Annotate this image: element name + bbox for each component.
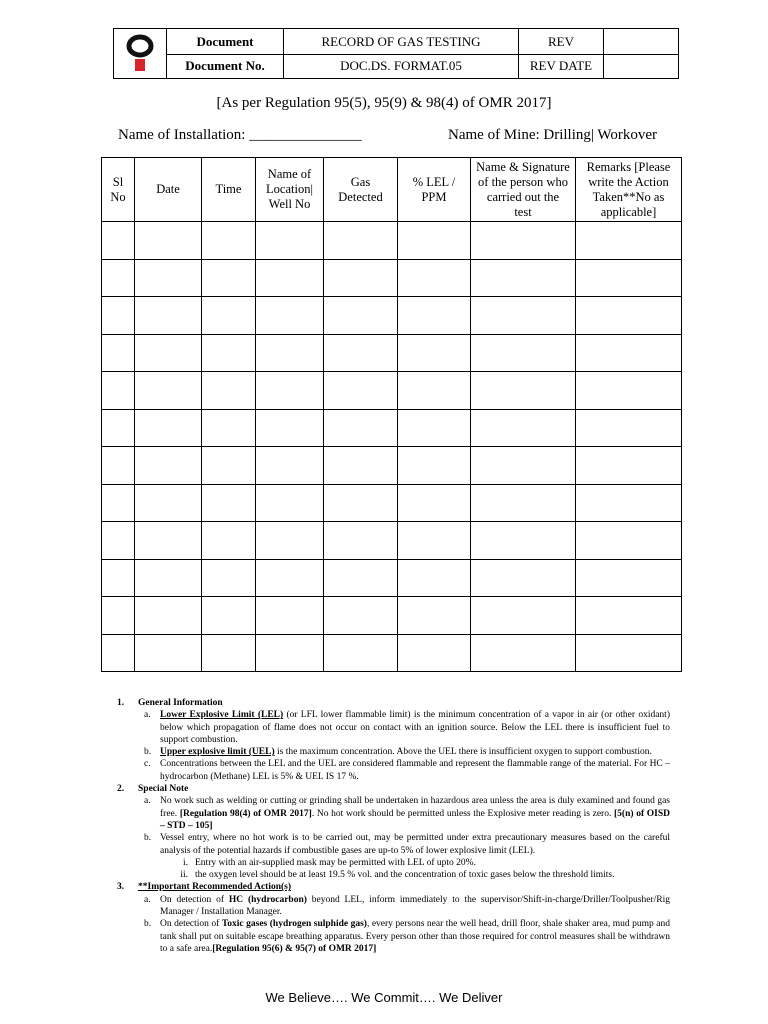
- table-cell[interactable]: [471, 259, 576, 297]
- column-header: Remarks [Please write the Action Taken**No as applicable]: [576, 158, 682, 222]
- table-cell[interactable]: [256, 559, 324, 597]
- column-header: Time: [202, 158, 256, 222]
- document-title: RECORD OF GAS TESTING: [283, 29, 518, 54]
- notes-section: [112, 697, 670, 955]
- table-cell[interactable]: [324, 447, 398, 485]
- table-cell[interactable]: [324, 297, 398, 335]
- table-cell[interactable]: [324, 409, 398, 447]
- table-row: [102, 522, 682, 560]
- table-body: [102, 222, 682, 672]
- table-row: [102, 409, 682, 447]
- table-cell[interactable]: [471, 297, 576, 335]
- table-cell[interactable]: [135, 447, 202, 485]
- table-cell[interactable]: [576, 222, 682, 260]
- table-cell[interactable]: [202, 297, 256, 335]
- document-header: [113, 28, 679, 79]
- table-cell[interactable]: [102, 297, 135, 335]
- table-cell[interactable]: [202, 634, 256, 672]
- table-cell[interactable]: [324, 597, 398, 635]
- table-cell[interactable]: [102, 409, 135, 447]
- table-cell[interactable]: [135, 522, 202, 560]
- table-cell[interactable]: [398, 259, 471, 297]
- header-divider: [166, 54, 679, 55]
- table-cell[interactable]: [398, 597, 471, 635]
- column-header: Sl No: [102, 158, 135, 222]
- table-cell[interactable]: [256, 447, 324, 485]
- table-cell[interactable]: [398, 559, 471, 597]
- table-cell[interactable]: [102, 222, 135, 260]
- table-cell[interactable]: [102, 447, 135, 485]
- rev-value: [603, 29, 678, 54]
- table-cell[interactable]: [256, 634, 324, 672]
- table-cell[interactable]: [576, 334, 682, 372]
- table-cell[interactable]: [576, 484, 682, 522]
- table-cell[interactable]: [135, 484, 202, 522]
- table-cell[interactable]: [576, 634, 682, 672]
- table-cell[interactable]: [256, 372, 324, 410]
- table-cell[interactable]: [576, 372, 682, 410]
- table-row: [102, 447, 682, 485]
- table-cell[interactable]: [256, 484, 324, 522]
- table-cell[interactable]: [256, 409, 324, 447]
- table-cell[interactable]: [256, 259, 324, 297]
- table-cell[interactable]: [398, 372, 471, 410]
- table-cell[interactable]: [202, 559, 256, 597]
- table-cell[interactable]: [135, 409, 202, 447]
- table-cell[interactable]: [102, 334, 135, 372]
- table-cell[interactable]: [102, 484, 135, 522]
- table-cell[interactable]: [324, 484, 398, 522]
- table-cell[interactable]: [576, 409, 682, 447]
- table-cell[interactable]: [256, 222, 324, 260]
- table-cell[interactable]: [135, 634, 202, 672]
- note-air-supplied-mask: i. Entry with an air-supplied mask may be permitted with LEL of upto 20%.: [182, 857, 476, 868]
- table-cell[interactable]: [202, 447, 256, 485]
- table-cell[interactable]: [324, 334, 398, 372]
- document-no-value: DOC.DS. FORMAT.05: [283, 54, 518, 78]
- table-cell[interactable]: [471, 222, 576, 260]
- note-uel: b. Upper explosive limit (UEL) is the maximum concentration. Above the UEL there is insufficient oxygen to support combustion.: [144, 747, 652, 758]
- table-cell[interactable]: [102, 634, 135, 672]
- table-row: [102, 372, 682, 410]
- table-cell[interactable]: [576, 259, 682, 297]
- table-cell[interactable]: [202, 522, 256, 560]
- gas-testing-table: [101, 157, 682, 672]
- table-cell[interactable]: [256, 597, 324, 635]
- note-lel: a. Lower Explosive Limit (LEL) (or LFL lower flammable limit) is the minimum concentration of a vapor in air (or other oxidant) below which propagation of flame does not occur on contact with an ignition source. Below the LEL there is insufficient fuel to support combustion.: [144, 710, 670, 745]
- table-cell[interactable]: [202, 409, 256, 447]
- note-toxic-gas-detection: b. On detection of Toxic gases (hydrogen sulphide gas), every persons near the well head, drill floor, shale shaker area, mud pump and tank shall put on suitable escape breathing apparatus. Every person other than those required for control measures shall be withdrawn to a safe area.[Regulation 95(6) & 95(7) of OMR 2017]: [144, 919, 671, 954]
- table-cell[interactable]: [471, 484, 576, 522]
- table-cell[interactable]: [471, 559, 576, 597]
- table-cell[interactable]: [102, 372, 135, 410]
- table-row: [102, 222, 682, 260]
- table-cell[interactable]: [135, 259, 202, 297]
- table-cell[interactable]: [102, 559, 135, 597]
- table-header-row: [102, 158, 682, 222]
- rev-label: REV: [518, 29, 603, 54]
- table-cell[interactable]: [576, 559, 682, 597]
- column-header: % LEL / PPM: [398, 158, 471, 222]
- company-logo: [114, 29, 166, 78]
- section-special-note: 2. Special Note: [117, 784, 189, 795]
- table-cell[interactable]: [398, 447, 471, 485]
- table-cell[interactable]: [576, 447, 682, 485]
- table-cell[interactable]: [256, 522, 324, 560]
- table-cell[interactable]: [398, 222, 471, 260]
- table-row: [102, 297, 682, 335]
- note-flammable-range: c. Concentrations between the LEL and the UEL are considered flammable and represent the flammable range of the material. For HC – hydrocarbon (Methane) LEL is 5% & UEL IS 17 %.: [144, 759, 670, 782]
- note-hc-detection: a. On detection of HC (hydrocarbon) beyond LEL, inform immediately to the supervisor/Shift-in-charge/Driller/Toolpusher/Rig Manager / Installation Manager.: [144, 894, 670, 918]
- table-cell[interactable]: [202, 372, 256, 410]
- note-vessel-entry: b. Vessel entry, where no hot work is to be carried out, may be permitted under extra precautionary measures based on the careful analysis of the potential hazards if combustible gases are up-to 5% of lower explosive limit (LEL).: [144, 833, 670, 856]
- table-cell[interactable]: [576, 522, 682, 560]
- table-cell[interactable]: [202, 484, 256, 522]
- table-cell[interactable]: [398, 409, 471, 447]
- table-cell[interactable]: [202, 334, 256, 372]
- table-cell[interactable]: [102, 597, 135, 635]
- table-cell[interactable]: [471, 522, 576, 560]
- table-cell[interactable]: [202, 597, 256, 635]
- column-header: Name & Signature of the person who carried out the test: [471, 158, 576, 222]
- table-cell[interactable]: [398, 522, 471, 560]
- table-cell[interactable]: [324, 372, 398, 410]
- table-row: [102, 484, 682, 522]
- table-row: [102, 334, 682, 372]
- mine-name-field: Name of Mine: Drilling| Workover: [448, 127, 657, 143]
- table-cell[interactable]: [102, 259, 135, 297]
- table-cell[interactable]: [324, 634, 398, 672]
- table-cell[interactable]: [135, 297, 202, 335]
- table-cell[interactable]: [135, 559, 202, 597]
- table-cell[interactable]: [398, 484, 471, 522]
- column-header: Date: [135, 158, 202, 222]
- note-hot-work: a. No work such as welding or cutting or grinding shall be undertaken in hazardous area unless the area is duly examined and found gas free. [Regulation 98(4) of OMR 2017]. No hot work should be permitted unless the Explosive meter reading is zero. [5(n) of OISD – STD – 105]: [144, 796, 671, 831]
- column-header: Gas Detected: [324, 158, 398, 222]
- section-recommended-actions: 3. **Important Recommended Action(s): [117, 882, 292, 893]
- table-cell[interactable]: [471, 372, 576, 410]
- table-row: [102, 634, 682, 672]
- table-cell[interactable]: [471, 334, 576, 372]
- section-general-information: 1. General Information: [117, 698, 223, 708]
- table-cell[interactable]: [324, 259, 398, 297]
- table-cell[interactable]: [135, 372, 202, 410]
- table-row: [102, 559, 682, 597]
- column-header: Name of Location| Well No: [256, 158, 324, 222]
- table-cell[interactable]: [576, 297, 682, 335]
- table-cell[interactable]: [324, 222, 398, 260]
- table-cell[interactable]: [202, 222, 256, 260]
- table-cell[interactable]: [324, 522, 398, 560]
- installation-name-field: Name of Installation: _______________: [118, 127, 362, 143]
- table-cell[interactable]: [135, 597, 202, 635]
- table-cell[interactable]: [256, 334, 324, 372]
- table-cell[interactable]: [256, 297, 324, 335]
- rev-date-label: REV DATE: [518, 54, 603, 78]
- note-oxygen-level: ii. the oxygen level should be at least 19.5 % vol. and the concentration of toxic gases below the threshold limits.: [180, 870, 615, 881]
- rev-date-value: [603, 54, 678, 78]
- table-cell[interactable]: [471, 447, 576, 485]
- table-cell[interactable]: [398, 297, 471, 335]
- table-row: [102, 597, 682, 635]
- table-cell[interactable]: [102, 522, 135, 560]
- table-cell[interactable]: [471, 597, 576, 635]
- document-label: Document: [166, 29, 283, 54]
- table-cell[interactable]: [135, 334, 202, 372]
- table-row: [102, 259, 682, 297]
- table-cell[interactable]: [202, 259, 256, 297]
- regulation-reference: [As per Regulation 95(5), 95(9) & 98(4) of OMR 2017]: [216, 95, 552, 111]
- table-cell[interactable]: [398, 634, 471, 672]
- table-cell[interactable]: [471, 409, 576, 447]
- table-cell[interactable]: [135, 222, 202, 260]
- table-cell[interactable]: [471, 634, 576, 672]
- document-no-label: Document No.: [166, 54, 283, 78]
- table-cell[interactable]: [576, 597, 682, 635]
- table-cell[interactable]: [324, 559, 398, 597]
- footer-slogan: We Believe…. We Commit…. We Deliver: [265, 990, 503, 1005]
- table-cell[interactable]: [398, 334, 471, 372]
